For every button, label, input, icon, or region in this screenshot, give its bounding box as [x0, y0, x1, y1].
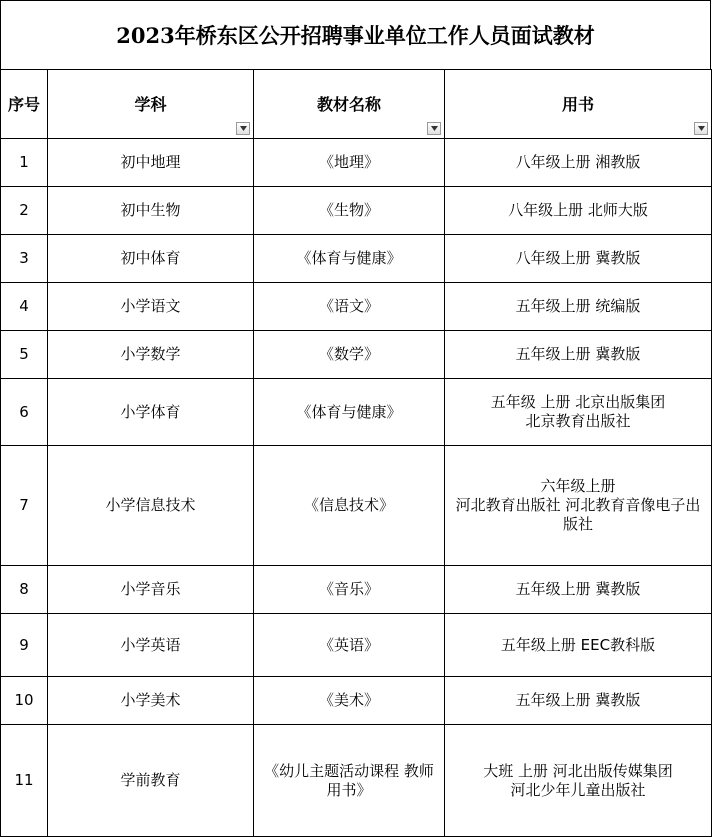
cell-line: 《美术》 — [318, 691, 379, 709]
cell-book[interactable] — [445, 614, 712, 677]
cell-subject[interactable]: 小学英语 — [48, 614, 254, 677]
cell-subject[interactable]: 初中生物 — [48, 187, 254, 235]
cell-textbook[interactable] — [254, 379, 445, 446]
cell-textbook[interactable] — [254, 446, 445, 566]
cell-line: 《地理》 — [318, 153, 379, 171]
table-row — [1, 725, 712, 837]
cell-no[interactable]: 5 — [1, 331, 48, 379]
cell-textbook[interactable] — [254, 614, 445, 677]
filter-dropdown-button[interactable] — [694, 122, 708, 135]
sheet-title: 2023年桥东区公开招聘事业单位工作人员面试教材 — [0, 0, 711, 70]
cell-subject[interactable]: 小学信息技术 — [48, 446, 254, 566]
table-row — [1, 331, 712, 379]
cell-no[interactable]: 3 — [1, 235, 48, 283]
cell-line: 《数学》 — [318, 345, 379, 363]
cell-textbook[interactable] — [254, 725, 445, 837]
cell-line: 《信息技术》 — [303, 496, 394, 514]
cell-line: 五年级上册 统编版 — [515, 297, 641, 315]
cell-line: 北京教育出版社 — [525, 412, 631, 430]
cell-line: 五年级上册 冀教版 — [515, 345, 641, 363]
cell-line: 五年级上册 EEC教科版 — [500, 635, 656, 654]
cell-line: 《体育与健康》 — [296, 249, 402, 267]
header-no — [1, 70, 48, 139]
cell-line: 《体育与健康》 — [296, 402, 402, 421]
cell-textbook[interactable] — [254, 187, 445, 235]
cell-no[interactable]: 2 — [1, 187, 48, 235]
table-row — [1, 446, 712, 566]
header-subject — [48, 70, 254, 139]
header-book — [445, 70, 712, 139]
header-label: 用书 — [561, 94, 594, 114]
cell-line: 《音乐》 — [318, 580, 379, 598]
header-label: 序号 — [7, 94, 40, 114]
cell-book[interactable] — [445, 446, 712, 566]
cell-book[interactable] — [445, 677, 712, 725]
cell-textbook[interactable] — [254, 283, 445, 331]
header-label: 学科 — [134, 94, 167, 114]
cell-line: 大班 上册 河北出版传媒集团 — [483, 761, 673, 780]
cell-no[interactable]: 4 — [1, 283, 48, 331]
table-row — [1, 187, 712, 235]
cell-book[interactable] — [445, 379, 712, 446]
cell-subject[interactable]: 初中地理 — [48, 139, 254, 187]
cell-line: 河北少年儿童出版社 — [510, 780, 646, 799]
table-row — [1, 614, 712, 677]
cell-subject[interactable]: 小学语文 — [48, 283, 254, 331]
cell-line: 八年级上册 湘教版 — [515, 153, 641, 171]
dropdown-arrow-icon — [240, 126, 247, 131]
cell-textbook[interactable] — [254, 677, 445, 725]
cell-no[interactable]: 11 — [1, 725, 48, 837]
cell-line: 五年级上册 冀教版 — [515, 691, 641, 709]
cell-no[interactable]: 7 — [1, 446, 48, 566]
cell-subject[interactable]: 学前教育 — [48, 725, 254, 837]
cell-line: 《幼儿主题活动课程 教师 — [264, 761, 434, 780]
cell-no[interactable]: 6 — [1, 379, 48, 446]
cell-textbook[interactable] — [254, 566, 445, 614]
dropdown-arrow-icon — [698, 126, 705, 131]
table-row — [1, 283, 712, 331]
cell-line: 用书》 — [326, 780, 372, 799]
cell-no[interactable]: 10 — [1, 677, 48, 725]
cell-line: 版社 — [562, 515, 593, 533]
cell-textbook[interactable] — [254, 331, 445, 379]
table-row — [1, 139, 712, 187]
cell-book[interactable] — [445, 139, 712, 187]
cell-no[interactable]: 1 — [1, 139, 48, 187]
filter-dropdown-button[interactable] — [236, 122, 250, 135]
cell-line: 六年级上册 — [540, 477, 616, 495]
cell-no[interactable]: 8 — [1, 566, 48, 614]
cell-line: 八年级上册 冀教版 — [515, 249, 641, 267]
cell-subject[interactable]: 小学体育 — [48, 379, 254, 446]
cell-subject[interactable]: 初中体育 — [48, 235, 254, 283]
cell-subject[interactable]: 小学音乐 — [48, 566, 254, 614]
cell-line: 《语文》 — [318, 297, 379, 315]
cell-no[interactable]: 9 — [1, 614, 48, 677]
cell-textbook[interactable] — [254, 139, 445, 187]
cell-line: 《生物》 — [318, 201, 379, 219]
cell-line: 八年级上册 北师大版 — [508, 201, 648, 219]
cell-book[interactable] — [445, 331, 712, 379]
cell-book[interactable] — [445, 235, 712, 283]
table-row — [1, 235, 712, 283]
cell-subject[interactable]: 小学数学 — [48, 331, 254, 379]
header-textbook — [254, 70, 445, 139]
dropdown-arrow-icon — [431, 126, 438, 131]
cell-book[interactable] — [445, 725, 712, 837]
cell-book[interactable] — [445, 566, 712, 614]
header-row — [1, 70, 712, 139]
cell-subject[interactable]: 小学美术 — [48, 677, 254, 725]
header-label: 教材名称 — [316, 94, 381, 114]
table-row — [1, 566, 712, 614]
cell-book[interactable] — [445, 187, 712, 235]
cell-textbook[interactable] — [254, 235, 445, 283]
cell-line: 五年级上册 冀教版 — [515, 580, 641, 598]
cell-line: 《英语》 — [318, 635, 379, 654]
filter-dropdown-button[interactable] — [427, 122, 441, 135]
table-row — [1, 379, 712, 446]
cell-line: 河北教育出版社 河北教育音像电子出 — [455, 496, 701, 514]
cell-book[interactable] — [445, 283, 712, 331]
textbook-table — [0, 69, 712, 837]
cell-line: 五年级 上册 北京出版集团 — [490, 393, 666, 411]
table-row — [1, 677, 712, 725]
